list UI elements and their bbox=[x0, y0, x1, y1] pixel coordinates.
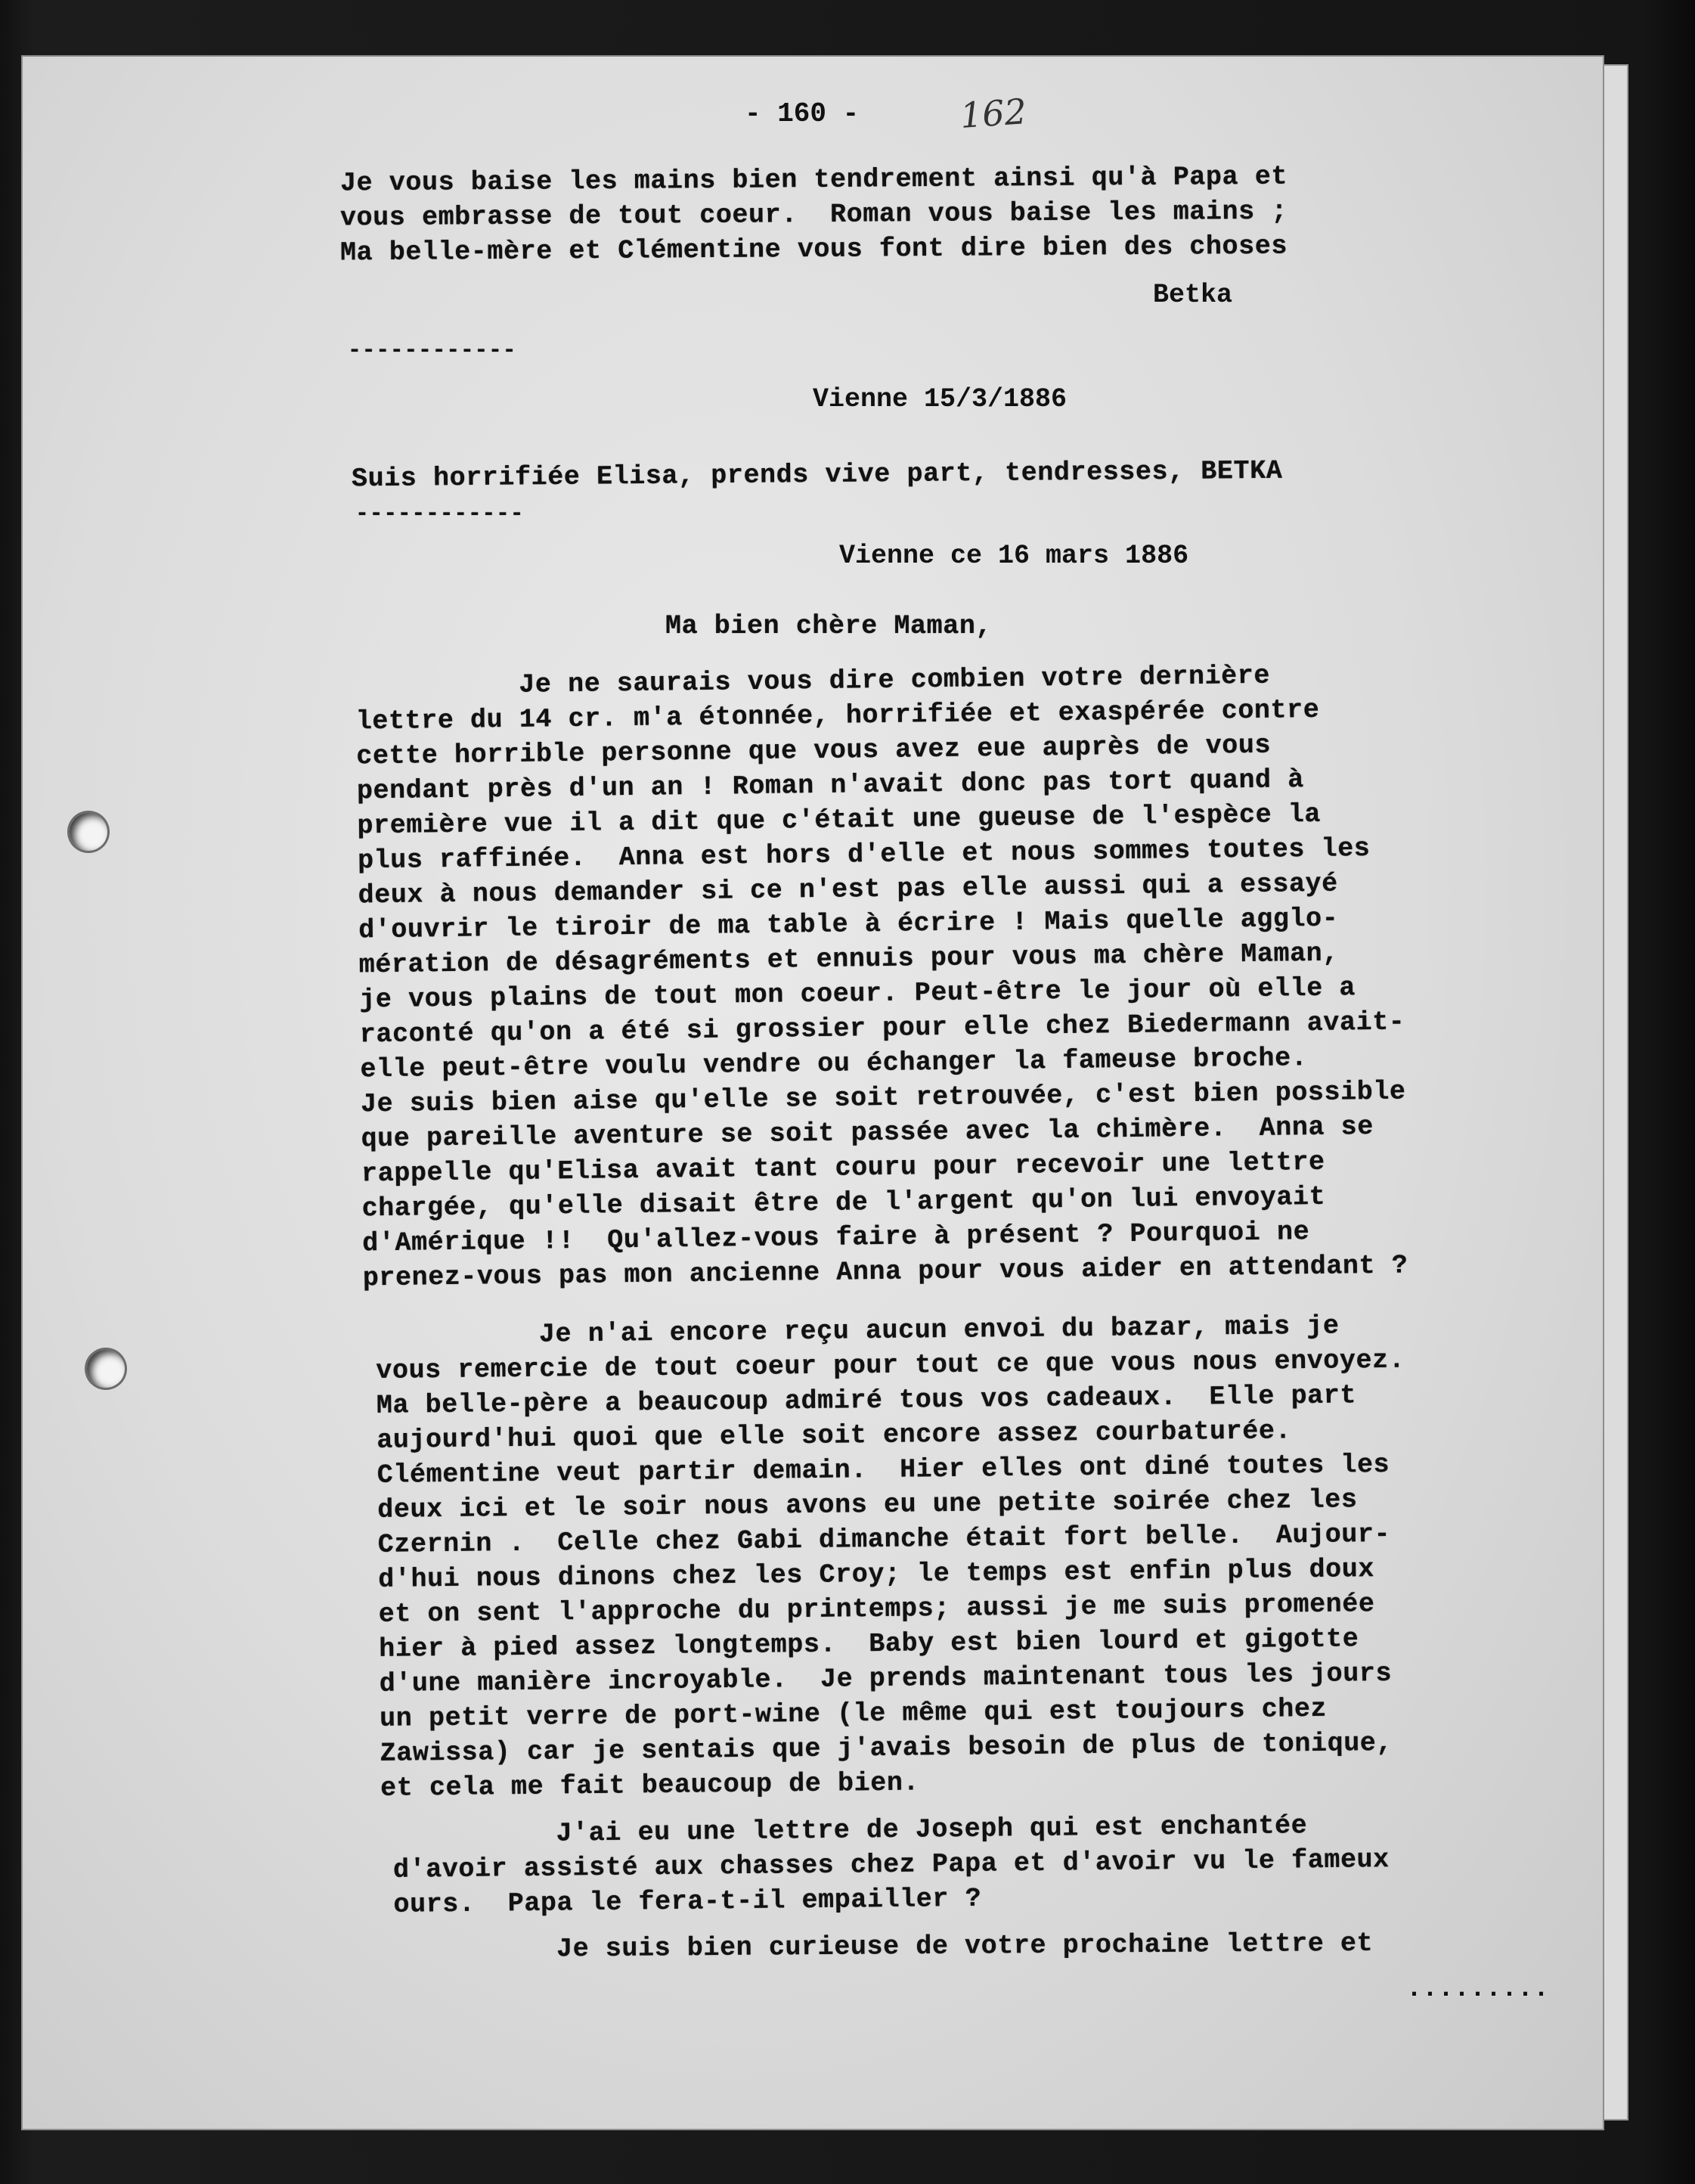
continuation-dots: ......... bbox=[1406, 1974, 1550, 2004]
text-line: ours. Papa le fera-t-il empailler ? bbox=[393, 1883, 982, 1920]
letter-place-date: Vienne ce 16 mars 1886 bbox=[839, 541, 1189, 571]
text-line: lettre du 14 cr. m'a étonnée, horrifiée et exaspérée contre bbox=[355, 694, 1320, 737]
handwritten-page-number: 162 bbox=[959, 91, 1028, 136]
text-line: hier à pied assez longtemps. Baby est bien lourd et gigotte bbox=[379, 1624, 1359, 1664]
text-line: aujourd'hui quoi que elle soit encore assez courbaturée. bbox=[376, 1416, 1292, 1456]
text-line: et on sent l'approche du printemps; aussi je me suis promenée bbox=[378, 1589, 1375, 1630]
punch-hole bbox=[87, 1350, 125, 1388]
text-line: je vous plains de tout mon coeur. Peut-être le jour où elle a bbox=[359, 973, 1356, 1016]
punch-hole bbox=[70, 813, 107, 851]
text-line: cette horrible personne que vous avez eue auprès de vous bbox=[356, 730, 1272, 772]
text-line: première vue il a dit que c'était une gueuse de l'espèce la bbox=[357, 799, 1322, 842]
text-line: un petit verre de port-wine (le même qui est toujours chez bbox=[380, 1693, 1328, 1734]
text-line: Clémentine veut partir demain. Hier elles ont diné toutes les bbox=[376, 1449, 1390, 1491]
separator-line: ------------ bbox=[355, 501, 525, 527]
salutation: Ma bien chère Maman, bbox=[665, 611, 993, 641]
text-line: Je n'ai encore reçu aucun envoi du bazar, mais je bbox=[375, 1311, 1340, 1351]
text-line: deux à nous demander si ce n'est pas elle aussi qui a essayé bbox=[358, 868, 1339, 911]
text-line: plus raffinée. Anna est hors d'elle et nous sommes toutes les bbox=[357, 833, 1371, 876]
text-line: d'ouvrir le tiroir de ma table à écrire ! Mais quelle agglo- bbox=[358, 903, 1339, 946]
letter-paragraph-3 bbox=[392, 1804, 1678, 1922]
text-line: d'Amérique !! Qu'allez-vous faire à présent ? Pourquoi ne bbox=[362, 1217, 1310, 1259]
text-line: Czernin . Celle chez Gabi dimanche était fort belle. Aujour- bbox=[377, 1519, 1391, 1560]
text-line: vous remercie de tout coeur pour tout ce que vous nous envoyez. bbox=[376, 1345, 1405, 1386]
signature-betka: Betka bbox=[1153, 280, 1233, 310]
letter-paragraph-4 bbox=[393, 1924, 1678, 1968]
text-line: J'ai eu une lettre de Joseph qui est enchantée bbox=[392, 1810, 1308, 1851]
closing-line: vous embrasse de tout coeur. Roman vous baise les mains ; bbox=[339, 196, 1288, 234]
letter-paragraph-1 bbox=[355, 654, 1648, 1296]
text-line: Je ne saurais vous dire combien votre dernière bbox=[355, 660, 1271, 703]
text-line: deux ici et le soir nous avons eu une petite soirée chez les bbox=[377, 1484, 1358, 1525]
letter-paragraph-2 bbox=[376, 1305, 1666, 1806]
text-line: Ma belle-père a beaucoup admiré tous vos cadeaux. Elle part bbox=[376, 1380, 1357, 1421]
text-line: que pareille aventure se soit passée avec la chimère. Anna se bbox=[361, 1112, 1374, 1155]
text-line: Zawissa) car je sentais que j'avais besoin de plus de tonique, bbox=[380, 1727, 1393, 1769]
document-page bbox=[23, 57, 1603, 2129]
text-line: prenez-vous pas mon ancienne Anna pour vous aider en attendant ? bbox=[362, 1250, 1408, 1294]
text-line: rappelle qu'Elisa avait tant couru pour recevoir une lettre bbox=[361, 1146, 1325, 1190]
text-line: d'une manière incroyable. Je prends maintenant tous les jours bbox=[379, 1658, 1393, 1699]
text-line: mération de désagréments et ennuis pour vous ma chère Maman, bbox=[358, 938, 1340, 981]
text-line: Je suis bien curieuse de votre prochaine lettre et bbox=[392, 1928, 1374, 1965]
telegram-place-date: Vienne 15/3/1886 bbox=[813, 384, 1068, 414]
page-number: - 160 - bbox=[745, 98, 860, 129]
text-line: elle peut-être voulu vendre ou échanger la fameuse broche. bbox=[360, 1043, 1308, 1085]
text-line: et cela me fait beaucoup de bien. bbox=[380, 1767, 920, 1804]
text-line: raconté qu'on a été si grossier pour elle chez Biedermann avait- bbox=[359, 1007, 1405, 1050]
separator-line: ------------ bbox=[348, 338, 517, 364]
text-line: d'hui nous dinons chez les Croy; le temps est enfin plus doux bbox=[378, 1554, 1375, 1595]
text-line: pendant près d'un an ! Roman n'avait donc pas tort quand à bbox=[356, 765, 1305, 807]
text-line: d'avoir assisté aux chasses chez Papa et d'avoir vu le fameux bbox=[392, 1844, 1390, 1885]
closing-line: Ma belle-mère et Clémentine vous font dire bien des choses bbox=[339, 231, 1288, 268]
telegram-text: Suis horrifiée Elisa, prends vive part, tendresses, BETKA bbox=[351, 455, 1283, 495]
closing-line: Je vous baise les mains bien tendrement ainsi qu'à Papa et bbox=[339, 161, 1288, 199]
text-line: chargée, qu'elle disait être de l'argent qu'on lui envoyait bbox=[361, 1181, 1326, 1224]
text-line: Je suis bien aise qu'elle se soit retrouvée, c'est bien possible bbox=[360, 1076, 1406, 1120]
